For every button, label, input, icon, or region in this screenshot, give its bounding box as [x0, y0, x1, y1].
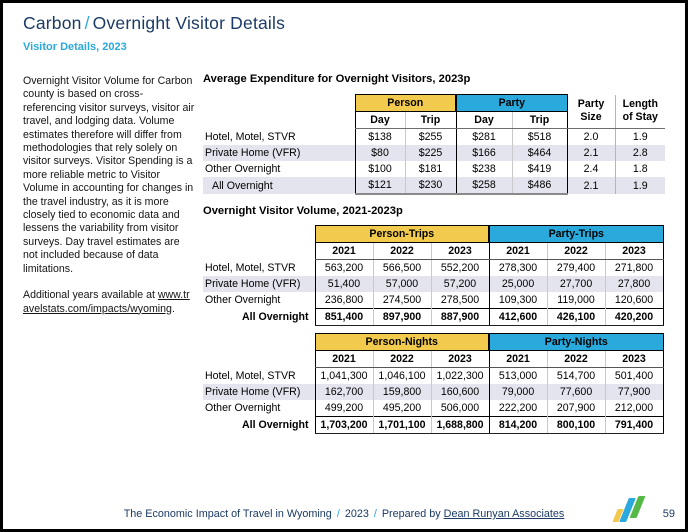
title-separator: / — [84, 13, 90, 33]
footer-prepared-by: Prepared by — [381, 508, 441, 520]
party-nights-header: Party-Nights — [489, 334, 663, 351]
dean-runyan-logo-icon — [613, 496, 645, 522]
page-number: 59 — [662, 508, 675, 520]
expenditure-table — [203, 94, 665, 195]
title-prefix: Carbon — [23, 13, 82, 33]
table-row-total: All Overnight 1,703,200 1,701,100 1,688,800 814,200 800,100 791,400 — [203, 417, 663, 434]
person-nights-header: Person-Nights — [315, 334, 489, 351]
expenditure-section — [203, 73, 673, 195]
person-group-header: Person — [355, 95, 456, 112]
table-row: Other Overnight 236,800 274,500 278,500 109,300 119,000 120,600 — [203, 292, 663, 309]
travelstats-link[interactable]: www.travelstats.com/impacts/wyoming — [23, 289, 190, 315]
footer-year: 2023 — [344, 508, 369, 520]
footer-report-title: The Economic Impact of Travel in Wyoming — [123, 508, 332, 520]
table-row: Other Overnight $100 $181 $238 $419 2.4 1.8 — [203, 161, 665, 177]
table-row: Hotel, Motel, STVR 563,200 566,500 552,200 278,300 279,400 271,800 — [203, 260, 663, 277]
year-header-row: 2021 2022 2023 2021 2022 2023 — [203, 243, 663, 260]
year-header-row: 2021 2022 2023 2021 2022 2023 — [203, 351, 663, 368]
dean-runyan-link[interactable]: Dean Runyan Associates — [443, 508, 565, 520]
group-header-row — [203, 95, 665, 112]
footer-separator: / — [336, 508, 340, 520]
party-group-header: Party — [456, 95, 567, 112]
table-row: Hotel, Motel, STVR 1,041,300 1,046,100 1,022,300 513,000 514,700 501,400 — [203, 368, 663, 385]
table-row: Private Home (VFR) 162,700 159,800 160,600 79,000 77,600 77,900 — [203, 384, 663, 400]
footer-separator: / — [373, 508, 377, 520]
volume-heading: Overnight Visitor Volume, 2021-2023p — [203, 205, 403, 217]
footer — [3, 508, 685, 520]
table-row: Other Overnight 499,200 495,200 506,000 222,200 207,900 212,000 — [203, 400, 663, 417]
table-row-total: All Overnight $121 $230 $258 $486 2.1 1.9 — [203, 177, 665, 194]
page-title — [23, 13, 285, 34]
volume-section — [203, 205, 673, 434]
party-trips-header: Party-Trips — [489, 226, 663, 243]
table-row: Private Home (VFR) 51,400 57,000 57,200 25,000 27,700 27,800 — [203, 276, 663, 292]
party-size-header: Party Size — [567, 95, 615, 129]
table-row-total: All Overnight 851,400 897,900 887,900 412,600 426,100 420,200 — [203, 309, 663, 326]
group-header-row — [203, 334, 663, 351]
sidebar-notes — [23, 75, 195, 329]
expenditure-heading: Average Expenditure for Overnight Visitors, 2023p — [203, 73, 471, 85]
methodology-paragraph: Overnight Visitor Volume for Carbon county is based on cross-referencing visitor surveys, visitor air travel, and lodging data. Volume estimates therefore will differ from methodologies that rely solely on visitor surveys. Visitor Spending is a more reliable metric to Visitor Volume in accounting for changes in the travel industry, as it is more closely tied to economic data and lessens the variability from visitor surveys. Day travel estimates are not included because of data limitations. — [23, 75, 195, 275]
table-row: Private Home (VFR) $80 $225 $166 $464 2.1 2.8 — [203, 145, 665, 161]
table-row: Hotel, Motel, STVR $138 $255 $281 $518 2.0 1.9 — [203, 129, 665, 146]
length-of-stay-header: Length of Stay — [615, 95, 665, 129]
trips-table — [203, 225, 664, 326]
sub-header-row: Day Trip Day Trip — [203, 112, 665, 129]
additional-years-paragraph: Additional years available at www.travelstats.com/impacts/wyoming. — [23, 289, 190, 315]
nights-table — [203, 333, 664, 434]
page-subtitle: Visitor Details, 2023 — [23, 41, 127, 53]
title-suffix: Overnight Visitor Details — [92, 13, 286, 33]
group-header-row — [203, 226, 663, 243]
person-trips-header: Person-Trips — [315, 226, 489, 243]
